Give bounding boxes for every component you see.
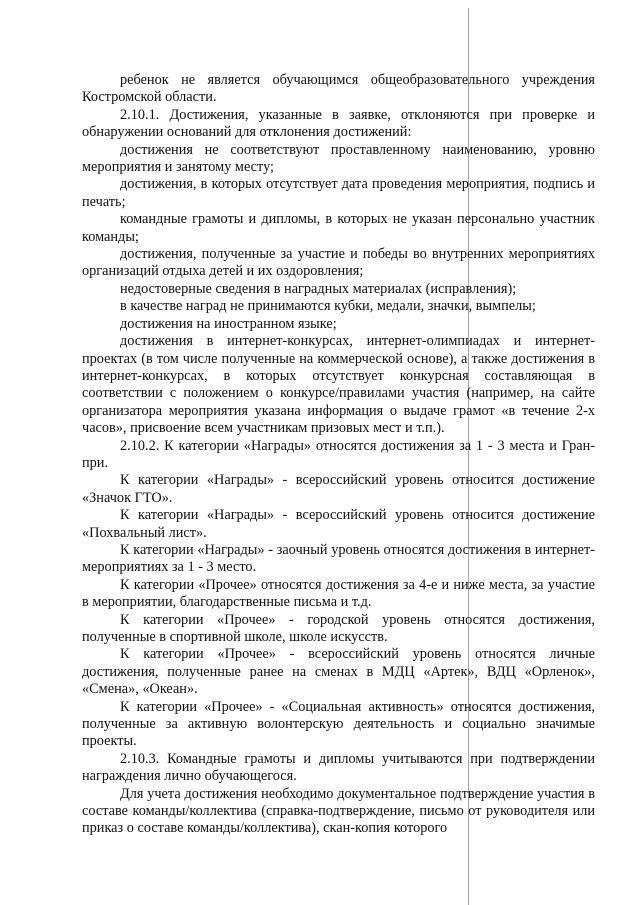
paragraph-5: командные грамоты и дипломы, в которых не указан персонально участник команды;: [82, 211, 595, 245]
paragraph-1: ребенок не является обучающимся общеобразовательного учреждения Костромской области.: [82, 72, 595, 106]
paragraph-19: 2.10.3. Командные грамоты и дипломы учитываются при подтверждении награждения лично обучающегося.: [82, 750, 595, 785]
paragraph-10: достижения в интернет-конкурсах, интернет-олимпиадах и интернет-проектах (в том числе полученные на коммерческой основе), а также достижения в интернет-конкурсах, в которых отсутствует конкурсная составляющая в соответствии с положением о конкурсе/правилами участия (например, на сайте организатора мероприятия указана информация о выдаче грамот «в течение 2-х часов», присвоение всем участникам призовых мест и т.п.).: [82, 333, 595, 437]
paragraph-8: в качестве наград не принимаются кубки, медали, значки, вымпелы;: [120, 298, 536, 315]
paragraph-16: К категории «Прочее» - городской уровень относятся достижения, полученные в спортивной школе, школе искусств.: [82, 611, 595, 645]
paragraph-9: достижения на иностранном языке;: [120, 315, 337, 332]
paragraph-2: 2.10.1. Достижения, указанные в заявке, отклоняются при проверке и обнаружении оснований для отклонения достижений:: [82, 106, 595, 141]
paragraph-11: 2.10.2. К категории «Награды» относятся достижения за 1 - 3 места и Гран-при.: [82, 437, 595, 471]
paragraph-18: К категории «Прочее» - «Социальная активность» относятся достижения, полученные за активную волонтерскую деятельность и социально значимые проекты.: [82, 698, 595, 750]
paragraph-14: К категории «Награды» - заочный уровень относятся достижения в интернет-мероприятиях за 1 - 3 место.: [82, 541, 595, 576]
paragraph-7: недостоверные сведения в наградных материалах (исправления);: [120, 280, 517, 297]
document-page: [82, 72, 595, 838]
paragraph-13: К категории «Награды» - всероссийский уровень относится достижение «Похвальный лист».: [82, 507, 595, 541]
paragraph-4: достижения, в которых отсутствует дата проведения мероприятия, подпись и печать;: [82, 176, 595, 210]
paragraph-3: достижения не соответствуют проставленному наименованию, уровню мероприятия и занятому месту;: [82, 141, 595, 176]
paragraph-17: К категории «Прочее» - всероссийский уровень относятся личные достижения, полученные ранее на сменах в МДЦ «Артек», ВДЦ «Орленок», «Смена», «Океан».: [82, 646, 595, 698]
paragraph-20: Для учета достижения необходимо документальное подтверждение участия в составе команды/коллектива (справка-подтверждение, письмо от руководителя или приказ о составе команды/коллектива), скан-копия которого: [82, 785, 595, 837]
paragraph-15: К категории «Прочее» относятся достижения за 4-е и ниже места, за участие в мероприятии, благодарственные письма и т.д.: [82, 576, 595, 611]
paragraph-6: достижения, полученные за участие и победы во внутренних мероприятиях организаций отдыха детей и их оздоровления;: [82, 246, 595, 280]
paragraph-12: К категории «Награды» - всероссийский уровень относится достижение «Значок ГТО».: [82, 472, 595, 506]
